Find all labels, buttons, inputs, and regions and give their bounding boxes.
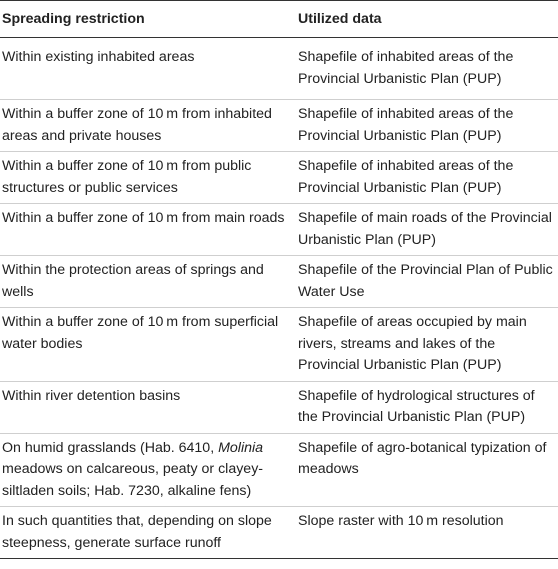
utilized-data-cell: Shapefile of inhabited areas of the Provincial Urbanistic Plan (PUP): [295, 38, 558, 100]
table-row: [0, 204, 558, 256]
utilized-data-cell: Shapefile of areas occupied by main rivers, streams and lakes of the Provincial Urbanistic Plan (PUP): [295, 308, 558, 382]
table-row: [0, 308, 558, 382]
restriction-cell: Within existing inhabited areas: [0, 38, 295, 100]
table-row: [0, 100, 558, 152]
table-body: [0, 38, 558, 559]
table-header: [0, 1, 558, 38]
header-row: [0, 1, 558, 38]
table-row: [0, 507, 558, 559]
restriction-cell: Within a buffer zone of 10 m from main roads: [0, 204, 295, 256]
table-row: [0, 381, 558, 433]
restriction-text-post: meadows on calcareous, peaty or clayey-siltladen soils; Hab. 7230, alkaline fens): [2, 461, 264, 499]
table-row: [0, 152, 558, 204]
utilized-data-cell: Shapefile of inhabited areas of the Provincial Urbanistic Plan (PUP): [295, 100, 558, 152]
restriction-text-pre: On humid grasslands (Hab. 6410,: [2, 439, 219, 456]
restriction-cell: Within a buffer zone of 10 m from superficial water bodies: [0, 308, 295, 382]
restriction-cell: Within the protection areas of springs and wells: [0, 256, 295, 308]
restriction-text-italic: Molinia: [218, 439, 264, 456]
table-row: [0, 38, 558, 100]
header-utilized-data: Utilized data: [295, 1, 558, 38]
utilized-data-cell: Shapefile of the Provincial Plan of Public Water Use: [295, 256, 558, 308]
header-spreading-restriction: Spreading restriction: [0, 1, 295, 38]
restriction-cell: Within river detention basins: [0, 381, 295, 433]
restriction-cell: Within a buffer zone of 10 m from inhabited areas and private houses: [0, 100, 295, 152]
restriction-cell: [0, 433, 295, 507]
utilized-data-cell: Shapefile of main roads of the Provincial Urbanistic Plan (PUP): [295, 204, 558, 256]
utilized-data-cell: Slope raster with 10 m resolution: [295, 507, 558, 559]
utilized-data-cell: Shapefile of agro-botanical typization of meadows: [295, 433, 558, 507]
restriction-cell: In such quantities that, depending on slope steepness, generate surface runoff: [0, 507, 295, 559]
table-row: [0, 433, 558, 507]
utilized-data-cell: Shapefile of inhabited areas of the Provincial Urbanistic Plan (PUP): [295, 152, 558, 204]
utilized-data-cell: Shapefile of hydrological structures of the Provincial Urbanistic Plan (PUP): [295, 381, 558, 433]
table-row: [0, 256, 558, 308]
restriction-cell: Within a buffer zone of 10 m from public structures or public services: [0, 152, 295, 204]
